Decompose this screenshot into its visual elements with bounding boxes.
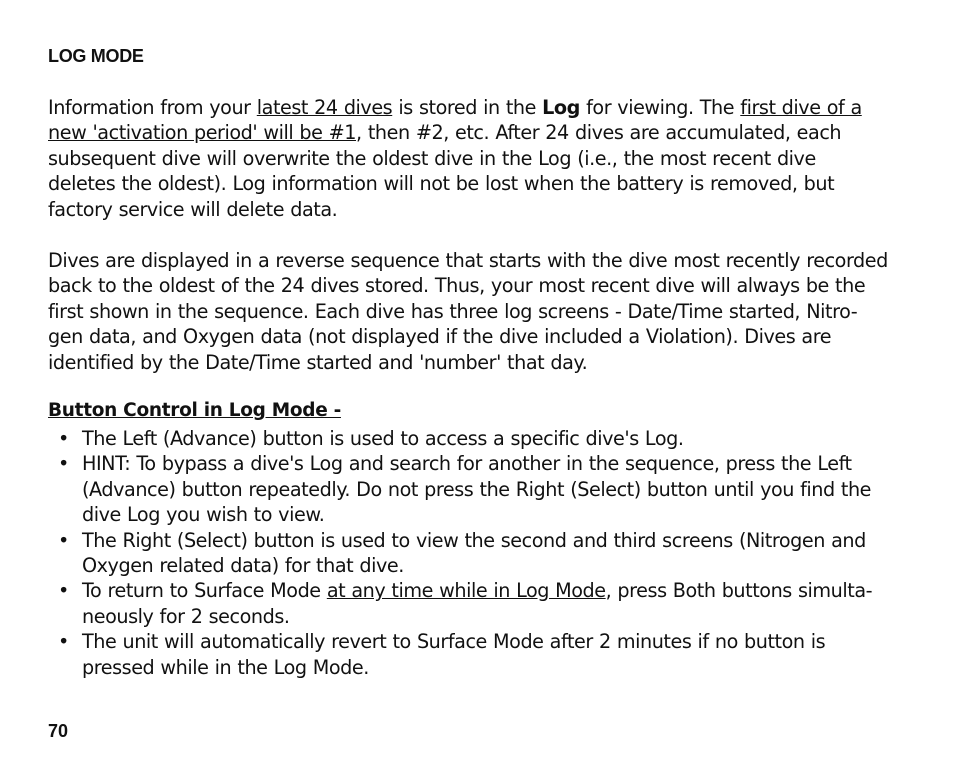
list-item: [58, 451, 888, 527]
paragraph-dive-sequence: Dives are displayed in a reverse sequence that starts with the dive most recently recorded back to the oldest of the 24 dives stored. Thus, your most recent dive will always be the first shown in the sequence. Each dive has three log screens - Date/Time started, Nitro-gen data, and Oxygen data (not displayed if the dive included a Violation). Dives are identified by the Date/Time started and 'number' that day.: [48, 249, 888, 374]
list-item-text: The Right (Select) button is used to view the second and third screens (Nitrogen and Oxygen related data) for that dive.: [82, 528, 866, 578]
bullet-icon: •: [58, 579, 69, 603]
text-run: Information from your: [48, 96, 257, 119]
text-run: , then #2, etc. After 24 dives are accumulated, each subsequent dive will overwrite the oldest dive in the Log (i.e., the most recent dive deletes the oldest). Log information will not be lost when the battery is removed, but factory service will delete data.: [48, 121, 842, 221]
list-item: [58, 528, 888, 579]
underlined-text: first dive of a new 'activation period' will be #1: [48, 96, 862, 145]
list-item: [58, 629, 888, 680]
list-item: [58, 578, 888, 629]
page-number: 70: [48, 721, 69, 741]
bullet-icon: •: [58, 630, 69, 654]
text-run: for viewing. The: [579, 96, 741, 119]
bullet-icon: •: [58, 528, 69, 552]
button-control-heading: Button Control in Log Mode -: [48, 400, 341, 421]
list-item-text: The Left (Advance) button is used to access a specific dive's Log.: [82, 427, 684, 450]
underlined-text: at any time while in Log Mode: [326, 579, 606, 603]
paragraph-log-storage: [48, 95, 888, 222]
button-control-list: [58, 426, 888, 680]
bold-text: Log: [542, 96, 580, 119]
list-item-text: , press Both buttons simulta-neously for 2 seconds.: [82, 579, 873, 628]
list-item-text: HINT: To bypass a dive's Log and search for another in the sequence, press the Left (Advance) button repeatedly. Do not press the Right (Select) button until you find the dive Log you wish to view.: [82, 452, 872, 527]
list-item-text: The unit will automatically revert to Surface Mode after 2 minutes if no button is pressed while in the Log Mode.: [82, 630, 826, 679]
bullet-icon: •: [58, 427, 69, 450]
list-item: [58, 426, 888, 451]
text-run: is stored in the: [392, 96, 543, 119]
underlined-text: latest 24 dives: [256, 96, 393, 119]
bullet-icon: •: [58, 452, 69, 476]
section-heading: LOG MODE: [48, 46, 144, 66]
list-item-text: To return to Surface Mode: [82, 579, 327, 603]
